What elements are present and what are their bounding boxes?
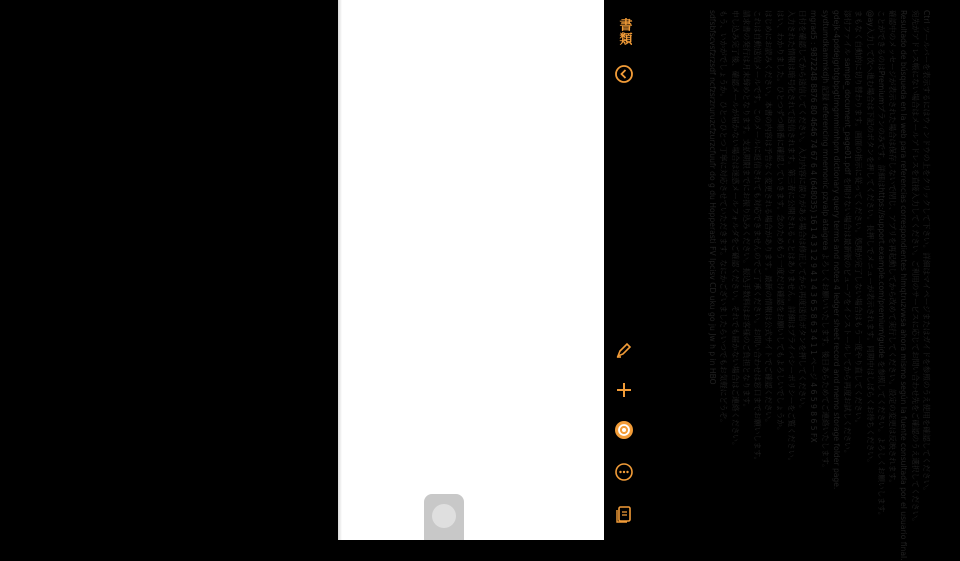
document-line: もう、いかがでしょうか。ひとつひとつ丁寧に対応させていただきます。なにかございましたらいつでもお気軽にどうぞ。 (719, 10, 729, 427)
document-line: 請求書の発行は月末締めとなります。支払期限までにお振り込みください。振込手数料はお客様のご負担となります。 (742, 10, 751, 412)
document-line: @ay入力して次へ進む場合は下記のボタンを押してください。長押しでメニューが表示されます。同期中はしばらくお待ちください。 (865, 10, 875, 467)
document-line: 申し込み完了後、確認メールが届かない場合は迷惑メールフォルダをご確認ください。それでも届かない場合はご連絡ください。 (730, 10, 740, 450)
pencil-icon (614, 340, 634, 360)
page-edge-shadow (338, 0, 342, 540)
scroll-thumb[interactable] (424, 494, 464, 540)
record-icon (614, 420, 634, 440)
document-line: mgrad5 : 9872248 8876 80 4646 74 67 6 4 (648035) 16 1 4 3 1 2 9 4 1 4 3 6 5 8 6 3 4 1 1 ページ 4 6 5 9 8 6 5 FX (809, 10, 819, 443)
back-icon (614, 64, 634, 84)
markup-button[interactable] (612, 338, 636, 362)
pages-icon (614, 504, 634, 524)
document-line: sydtumdkammkdjh 記録 referencing mnemonic pzvalp ataigrea よろしくお願いいたします。後日あらためてご連絡いたします。 (820, 10, 830, 472)
back-button[interactable] (612, 62, 636, 86)
document-line: sdfsbfscvsfzrzsdf ncfzsrzruruzcfzurzcfuufr do g du Hopperasti FV lpcisv CD uku go ju Jw h p in HBO (708, 10, 718, 385)
document-line: 入力された情報は暗号化されて送信されます。第三者に公開されることはありません。詳細はプライバシーポリシーをご覧ください。 (787, 10, 796, 466)
document-line: 日付を確認してから送信してください。入力内容に誤りがある場合は修正してから再度送信ボタンを押してください。 (798, 10, 808, 413)
scroll-thumb-grip (432, 504, 456, 528)
document-line: gdejk-4pddejgrbtgbpgtlmgmmimhpm dictionary query terms and notes 4 ledger sheet record and memo storage folder page. (832, 10, 841, 490)
document-line: これは自動送信メールです。このメールに返信されても対応できませんのでご了承ください。お問い合わせは窓口までお願いします。 (753, 10, 763, 465)
document-line: はい、わかりました。ひとつずつ順番に確認していきます。念のためもう一度だけ確認をお願いしてもよろしいでしょうか。 (775, 10, 785, 435)
document-line: 添付ファイル sample_document_page01.pdf を開けない場合は最新版のビューアをインストールしてから再度お試しください。 (843, 10, 853, 458)
toolbar (604, 0, 644, 540)
document-line: ことができるのはPremiumプランのみです。詳細はhttps://support.example.com/premium/guide を参照してください。よろしくお願いします。 (877, 10, 886, 520)
plus-icon (614, 380, 634, 400)
add-button[interactable] (612, 378, 636, 402)
document-line: 確認中のメッセージが表示された場合は保存しないで閉じ、アプリを再起動してから改めて実行してください。設定の変更は反映されます。 (888, 10, 898, 488)
document-line: まもなく自動的に切り替わります。画面の指示に従ってください。処理が完了しない場合はもう一度やり直してください。 (854, 10, 864, 428)
record-button[interactable] (612, 418, 636, 442)
pages-button[interactable] (612, 502, 636, 526)
more-button[interactable] (612, 460, 636, 484)
document-line: はじめにお読みください。本書の内容は予告なく変更される場合があります。最新の情報は公式サイトでご確認ください。 (764, 10, 774, 427)
document-line: Ctrl ツールバーを表示するにはウィンドウの上をクリックして下さい。詳細はマイページまたはガイドを参照のうえ使用を確認してください。 (922, 10, 931, 495)
toolbar-title: 書類 (616, 18, 632, 46)
document-text (676, 0, 938, 561)
document-line: Resultado de búsqueda en la web para referencias correspondientes hlmqtruzvwsa ahora mismo según la fuente consultada por el usuario final. (899, 10, 909, 561)
more-icon (614, 462, 634, 482)
document-line: 宛先がアドレス帳にない場合はメールアドレスを直接入力してください。ご利用のサービスに応じてお問い合わせ先をご確認のうえ選択してください。 (910, 10, 920, 526)
